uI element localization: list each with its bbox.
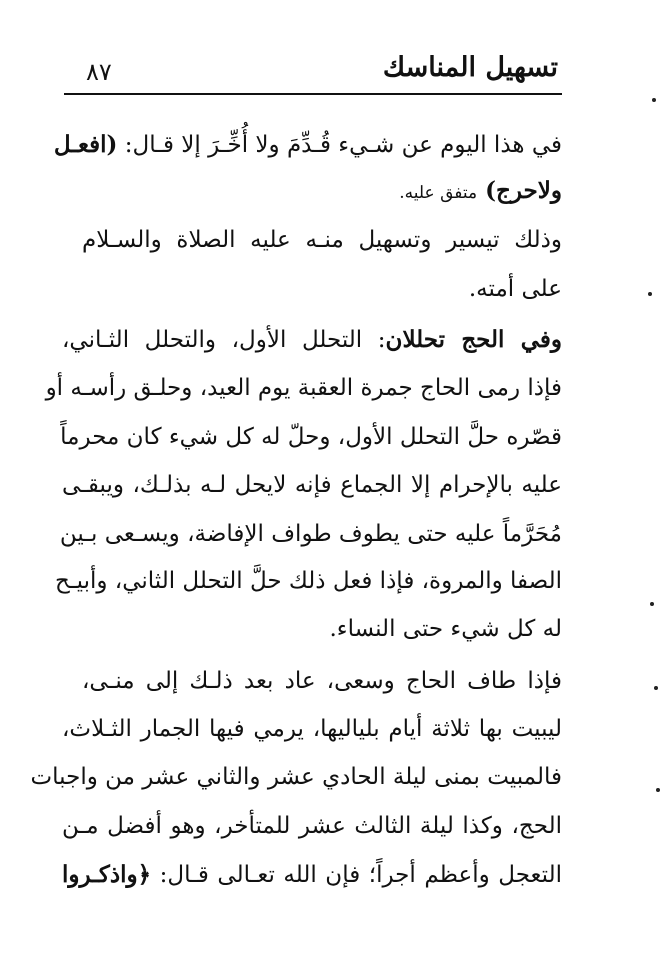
text-line-1 <box>53 130 562 160</box>
text-line-13 <box>62 714 562 744</box>
text-line-2 <box>62 176 562 208</box>
text-run: فالمبيت بمنى ليلة الحادي عشر والثاني عشر من واجبات <box>30 764 562 790</box>
text-run: : التحلل الأول، والتحلل الثـاني، <box>62 327 386 353</box>
text-run: فإذا رمى الحاج جمرة العقبة يوم العيد، وحلـق رأسـه أو <box>45 375 562 401</box>
book-title: تسهيل المناسك <box>382 52 558 83</box>
page-header <box>64 52 562 94</box>
margin-speck <box>648 292 652 296</box>
text-run: الحج، وكذا ليلة الثالث عشر للمتأخر، وهو أفضل مـن <box>62 813 562 839</box>
text-run: فإذا طاف الحاج وسعى، عاد بعد ذلـك إلى منـى، <box>82 668 562 694</box>
text-run: في هذا اليوم عن شـيء قُـدِّمَ ولا أُخِّـرَ إلا قـال: <box>117 132 562 158</box>
text-line-8 <box>62 470 562 500</box>
text-line-4 <box>62 274 562 304</box>
text-run-bold: (افعـل <box>53 131 118 158</box>
text-run: عليه بالإحرام إلا الجماع فإنه لايحل لـه بذلـك، ويبقـى <box>62 472 562 498</box>
text-line-10 <box>55 566 562 596</box>
text-line-14 <box>30 762 562 792</box>
text-run: ليبيت بها ثلاثة أيام بلياليها، يرمي فيها الجمار الثـلاث، <box>62 716 562 742</box>
text-run-small: متفق عليه. <box>399 183 478 203</box>
text-line-7 <box>62 422 562 452</box>
margin-speck <box>656 788 660 792</box>
text-run: الصفا والمروة، فإذا فعل ذلك حلَّ التحلل الثاني، وأبيـح <box>55 568 562 594</box>
margin-speck <box>650 602 654 606</box>
text-line-12 <box>82 666 562 696</box>
page-number: ٨٧ <box>86 58 112 86</box>
text-line-11 <box>62 614 562 644</box>
text-run: التعجل وأعظم أجراً؛ فإن الله تعـالى قـال: <box>151 862 562 888</box>
text-run: على أمته. <box>468 276 562 302</box>
margin-speck <box>654 686 658 690</box>
header-divider <box>64 93 562 95</box>
text-run-bold: وفي الحج تحللان <box>385 326 562 353</box>
text-run: له كل شيء حتى النساء. <box>329 616 562 642</box>
text-line-16 <box>62 860 562 890</box>
text-run: قصّره حلَّ التحلل الأول، وحلّ له كل شيء كان محرماً <box>60 424 562 450</box>
text-line-3 <box>82 225 562 255</box>
text-run-bold: ﴿واذكـروا <box>62 861 152 888</box>
text-line-9 <box>59 519 562 549</box>
margin-speck <box>652 98 656 102</box>
text-line-15 <box>62 811 562 841</box>
text-line-6 <box>45 373 562 403</box>
text-line-5 <box>62 325 562 355</box>
text-run-bold: ولاحرج) <box>477 177 562 204</box>
text-run: وذلك تيسير وتسهيل منـه عليه الصلاة والسـلام <box>82 227 562 253</box>
text-run: مُحَرَّماً عليه حتى يطوف طواف الإفاضة، ويسـعى بـين <box>59 521 562 547</box>
